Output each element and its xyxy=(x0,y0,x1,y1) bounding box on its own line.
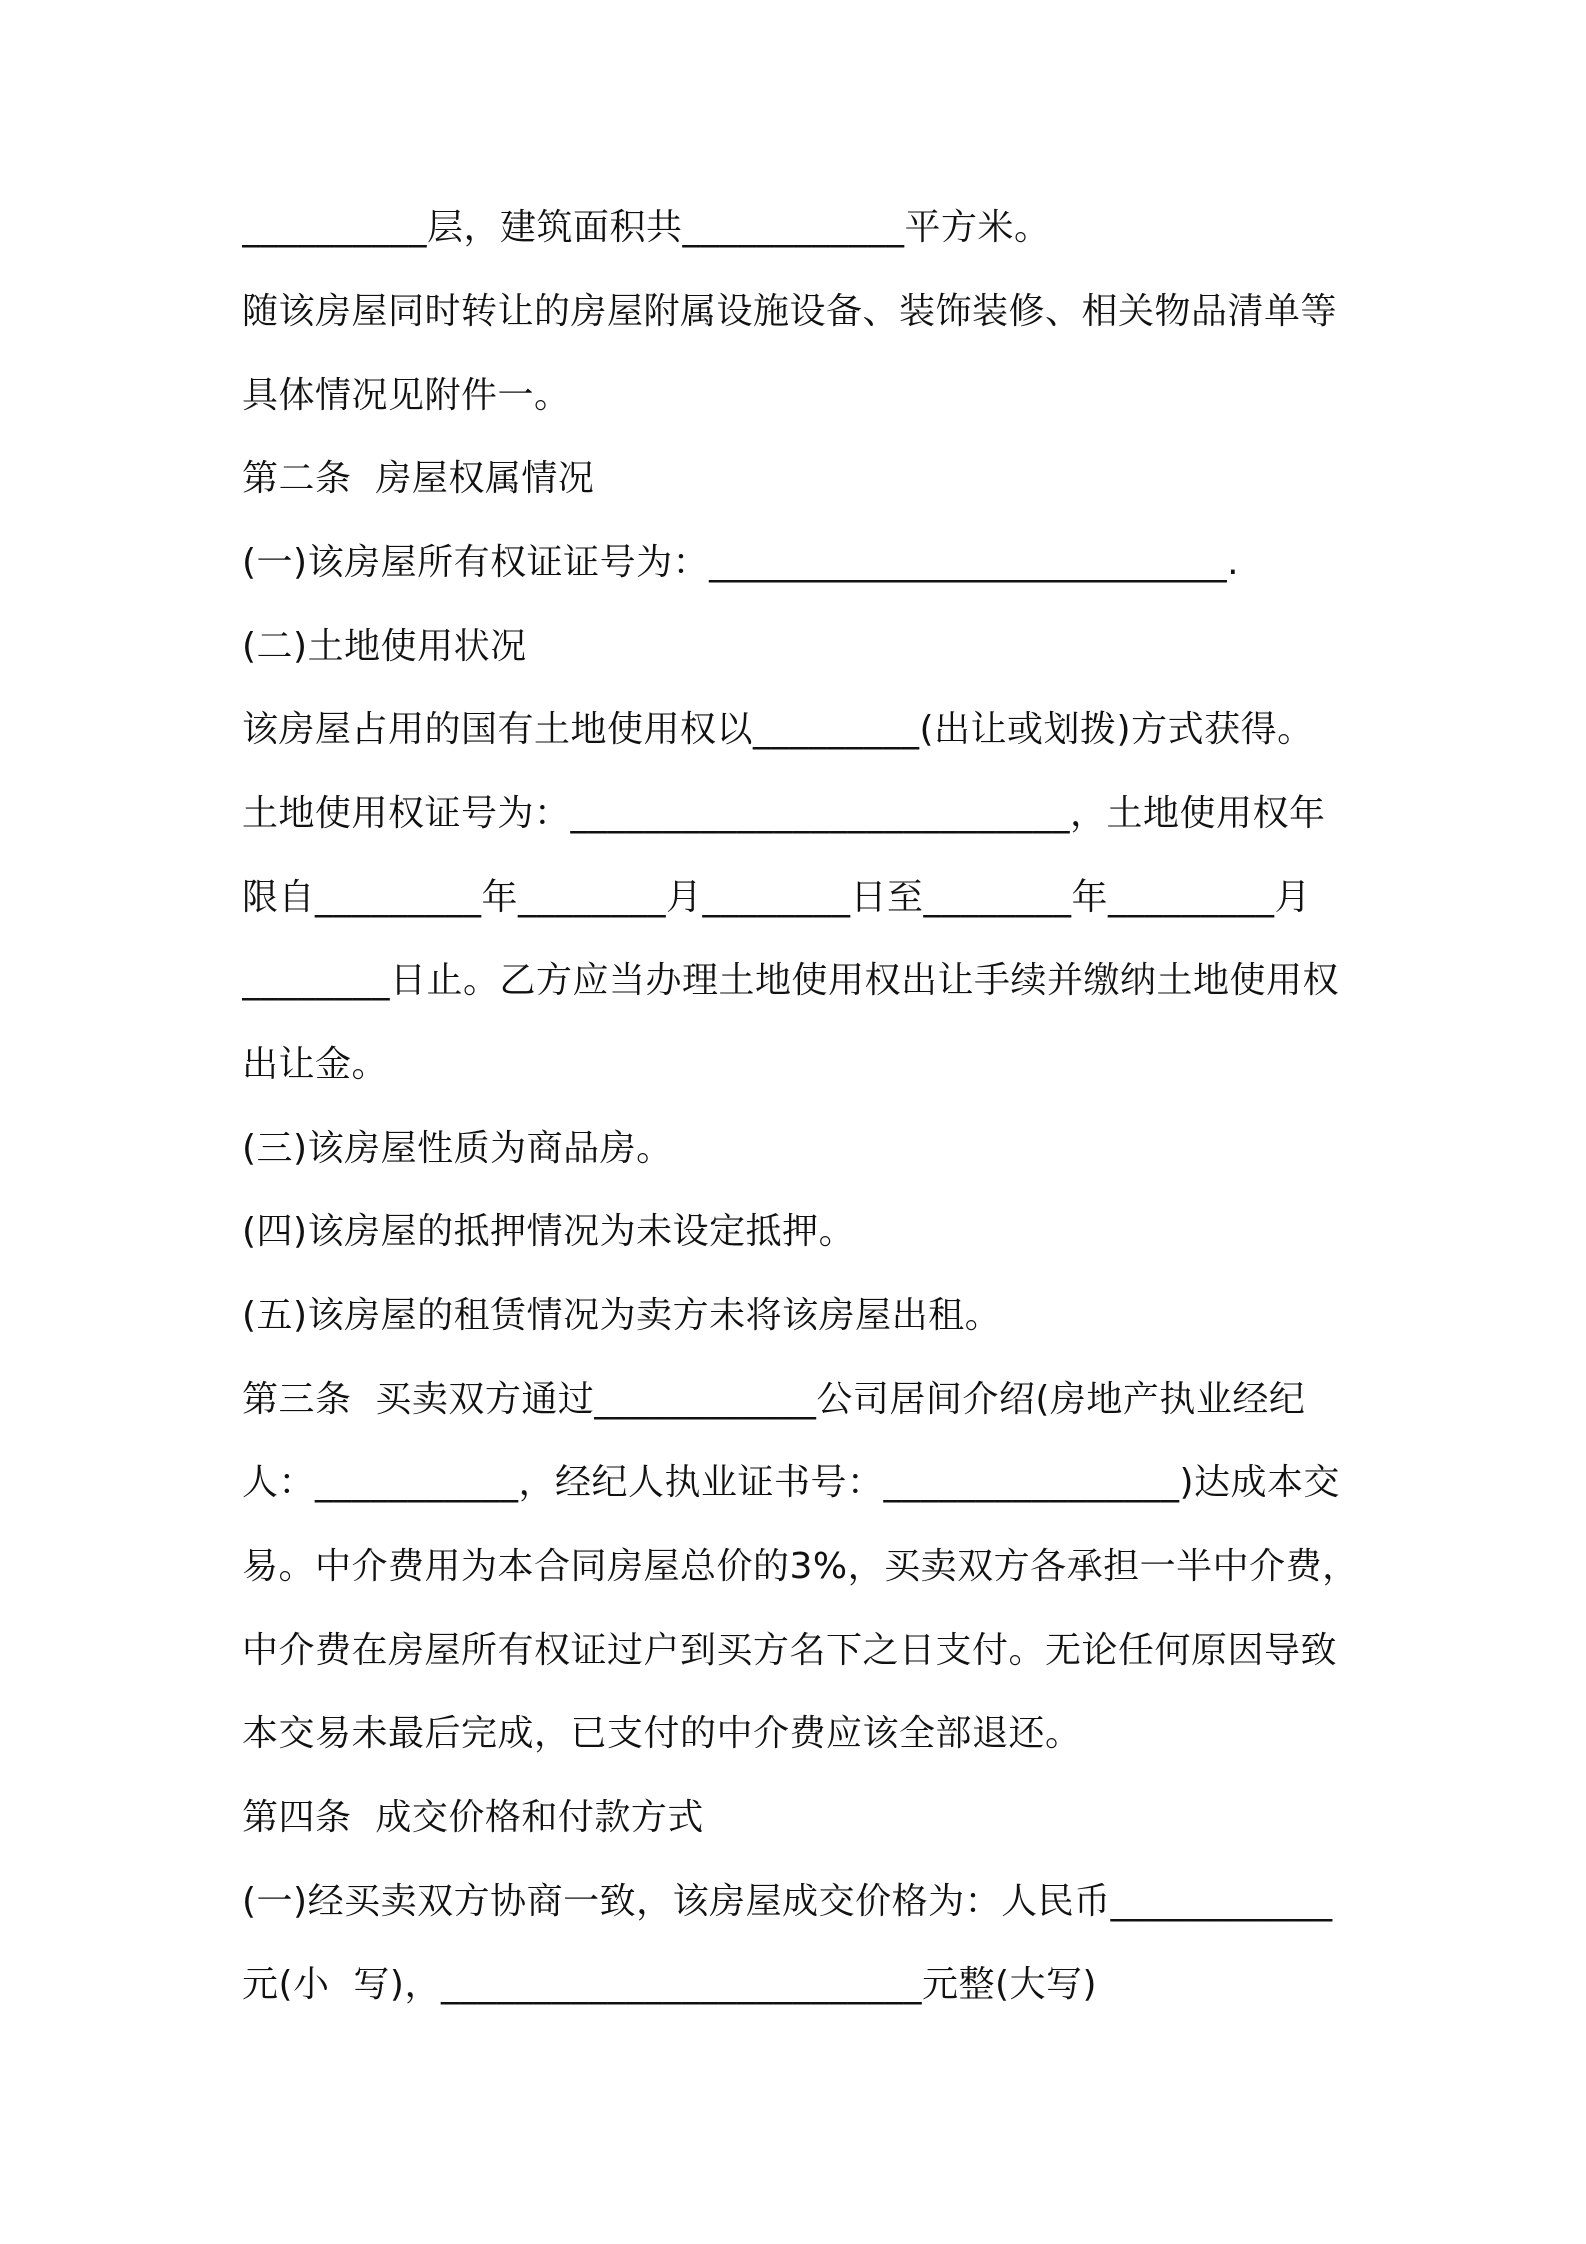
text-line-19: 本交易未最后完成，已支付的中介费应该全部退还。 xyxy=(242,1713,1082,1754)
text-line-11: 出让金。 xyxy=(242,1044,389,1085)
text-line-16: 人：___________，经纪人执业证书号：________________)达成本交 xyxy=(242,1462,1341,1503)
text-line-5: (一)该房屋所有权证证号为：____________________________. xyxy=(242,542,1240,583)
text-line-10: ________日止。乙方应当办理土地使用权出让手续并缴纳土地使用权 xyxy=(242,960,1340,1001)
text-line-1: __________层，建筑面积共____________平方米。 xyxy=(242,207,1051,248)
text-line-9: 限自_________年________月________日至________年_________月 xyxy=(242,877,1312,918)
text-line-21: (一)经买卖双方协商一致，该房屋成交价格为：人民币____________ xyxy=(242,1881,1333,1922)
section-heading-3: 第三条 买卖双方通过____________公司居间介绍(房地产执业经纪 xyxy=(242,1379,1306,1420)
section-heading-4: 第四条 成交价格和付款方式 xyxy=(242,1797,704,1838)
text-line-14: (五)该房屋的租赁情况为卖方未将该房屋出租。 xyxy=(242,1295,1002,1336)
text-line-22: 元(小 写)，__________________________元整(大写) xyxy=(242,1964,1098,2005)
text-line-13: (四)该房屋的抵押情况为未设定抵押。 xyxy=(242,1211,856,1252)
text-line-7: 该房屋占用的国有土地使用权以_________(出让或划拨)方式获得。 xyxy=(242,709,1314,750)
text-line-2: 随该房屋同时转让的房屋附属设施设备、装饰装修、相关物品清单等 xyxy=(242,291,1338,332)
text-line-17: 易。中介费用为本合同房屋总价的3%，买卖双方各承担一半中介费， xyxy=(242,1546,1359,1587)
text-line-18: 中介费在房屋所有权证过户到买方名下之日支付。无论任何原因导致 xyxy=(242,1630,1338,1671)
text-line-6: (二)土地使用状况 xyxy=(242,626,527,667)
text-line-12: (三)该房屋性质为商品房。 xyxy=(242,1128,673,1169)
text-line-3: 具体情况见附件一。 xyxy=(242,375,571,416)
text-line-8: 土地使用权证号为：___________________________，土地使用权年 xyxy=(242,793,1326,834)
section-heading-2: 第二条 房屋权属情况 xyxy=(242,458,595,499)
